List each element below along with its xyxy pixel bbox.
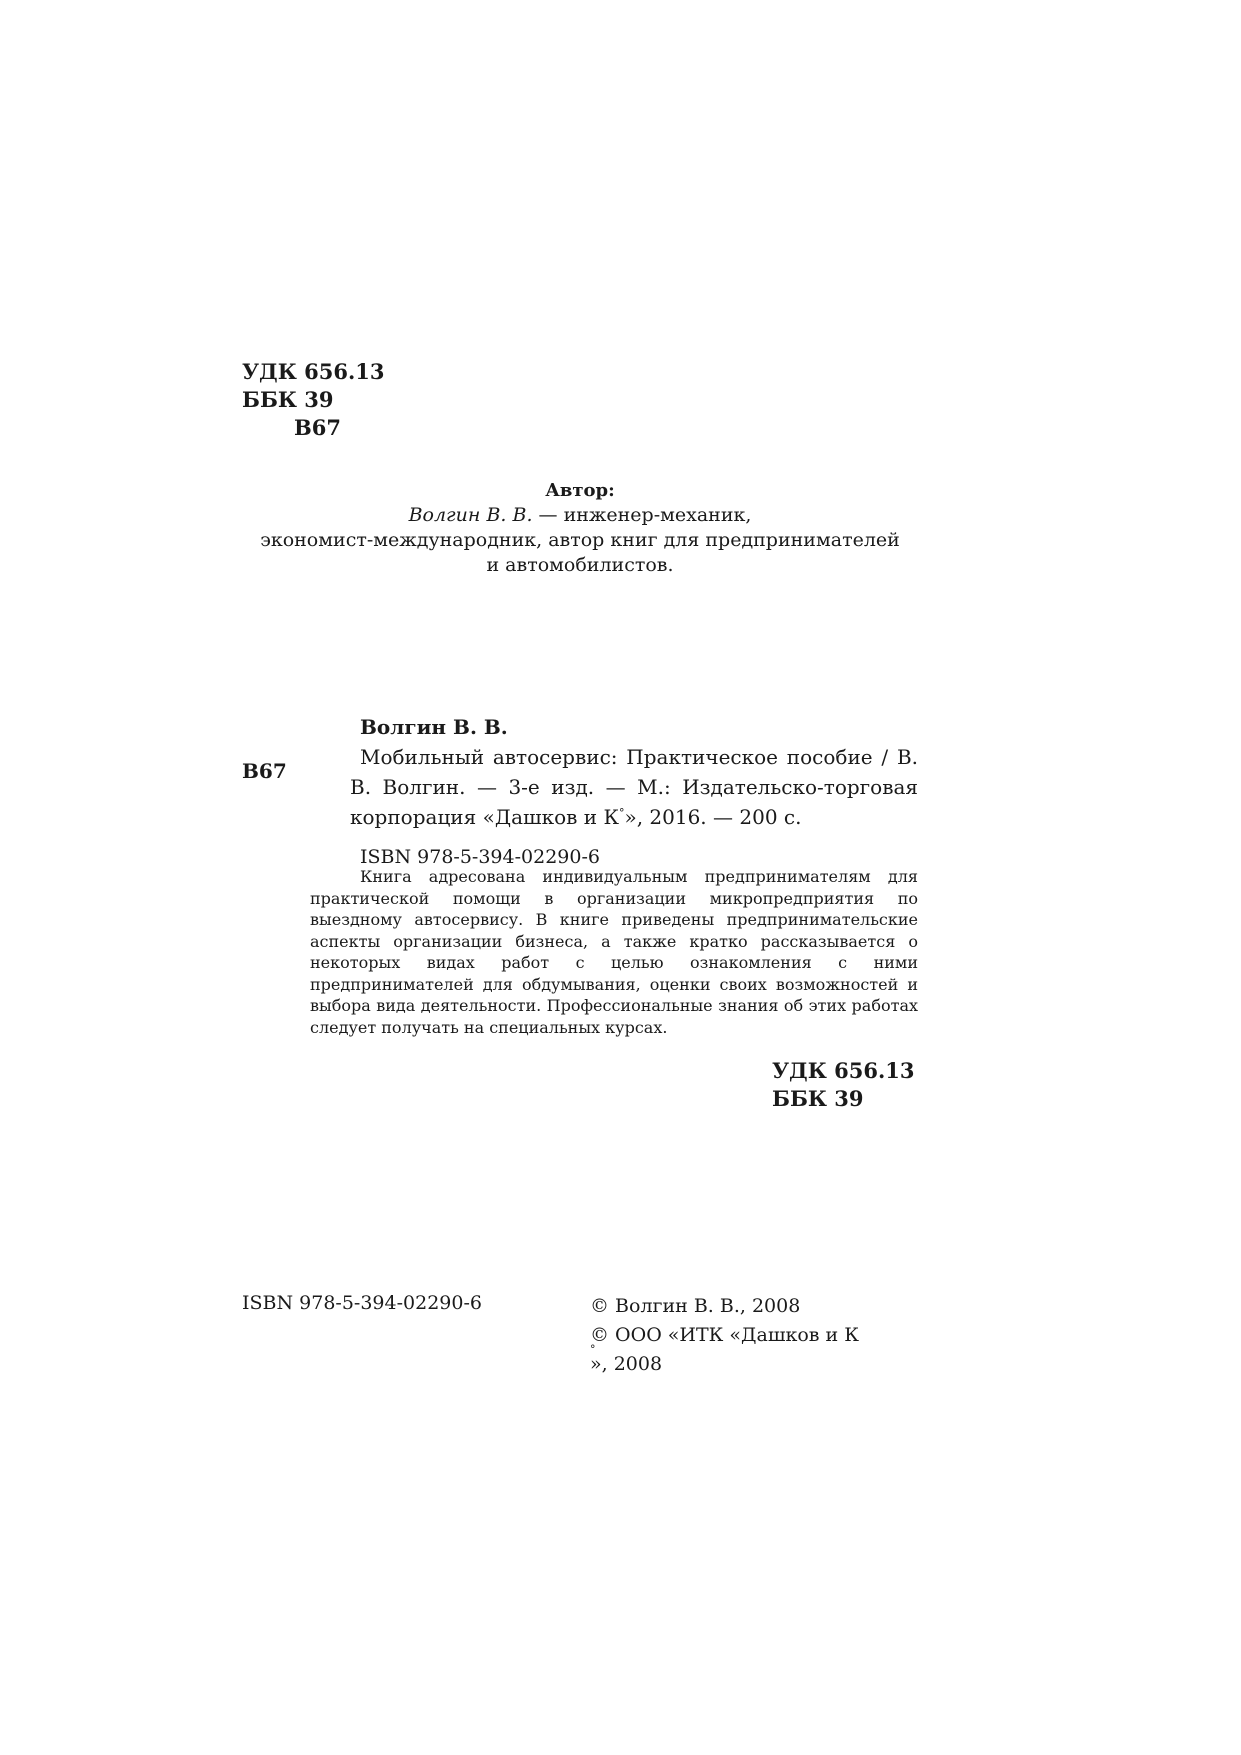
catalog-card-isbn: ISBN 978-5-394-02290-6 [360, 846, 600, 868]
bbk-code: ББК 39 [242, 387, 334, 412]
annotation-text: Книга адресована индивидуальным предпринимателям для практической помощи в организации микропредприятия по выездному автосервису. В книге приведены предпринимательские аспекты организации бизнеса, а также кратко рассказывается о некоторых видах работ с целью ознакомления с ними предпринимателей для обдумывания, оценки своих возможностей и выбора вида деятельности. Профессиональные знания об этих работах следует получать на специальных курсах. [310, 867, 918, 1037]
udk-code: УДК 656.13 [242, 359, 385, 384]
copyright-publisher-tail: », 2008 [590, 1353, 663, 1375]
description-superscript: ° [618, 806, 625, 820]
author-role: — инженер-механик, [532, 504, 752, 526]
author-name: Волгин В. В. [408, 504, 533, 526]
copyright-author: © Волгин В. В., 2008 [590, 1295, 801, 1317]
copyright-block [590, 1292, 859, 1379]
copyright-publisher: © ООО «ИТК «Дашков и К ° », 2008 [590, 1321, 859, 1379]
catalog-card [350, 712, 918, 872]
author-info [260, 478, 900, 578]
footer-isbn: ISBN 978-5-394-02290-6 [242, 1292, 482, 1314]
author-mark: В67 [294, 415, 341, 440]
catalog-card-description [350, 742, 918, 832]
author-heading: Автор: [545, 480, 615, 501]
description-main: Мобильный автосервис: Практическое пособие / В. В. Волгин. — 3-е изд. — М.: Издательско-торговая корпорация «Дашков и К [350, 745, 918, 829]
bottom-classification [772, 1057, 915, 1113]
bottom-udk-code: УДК 656.13 [772, 1058, 915, 1083]
bottom-bbk-code: ББК 39 [772, 1086, 864, 1111]
top-classification [242, 358, 385, 442]
author-line-1 [260, 503, 900, 528]
copyright-publisher-main: © ООО «ИТК «Дашков и К [590, 1324, 859, 1346]
catalog-card-code: В67 [242, 759, 287, 783]
author-line-2: экономист-международник, автор книг для предпринимателей [260, 529, 900, 551]
description-tail: », 2016. — 200 с. [624, 805, 802, 829]
catalog-card-author: Волгин В. В. [360, 715, 508, 739]
author-line-3: и автомобилистов. [486, 554, 674, 576]
